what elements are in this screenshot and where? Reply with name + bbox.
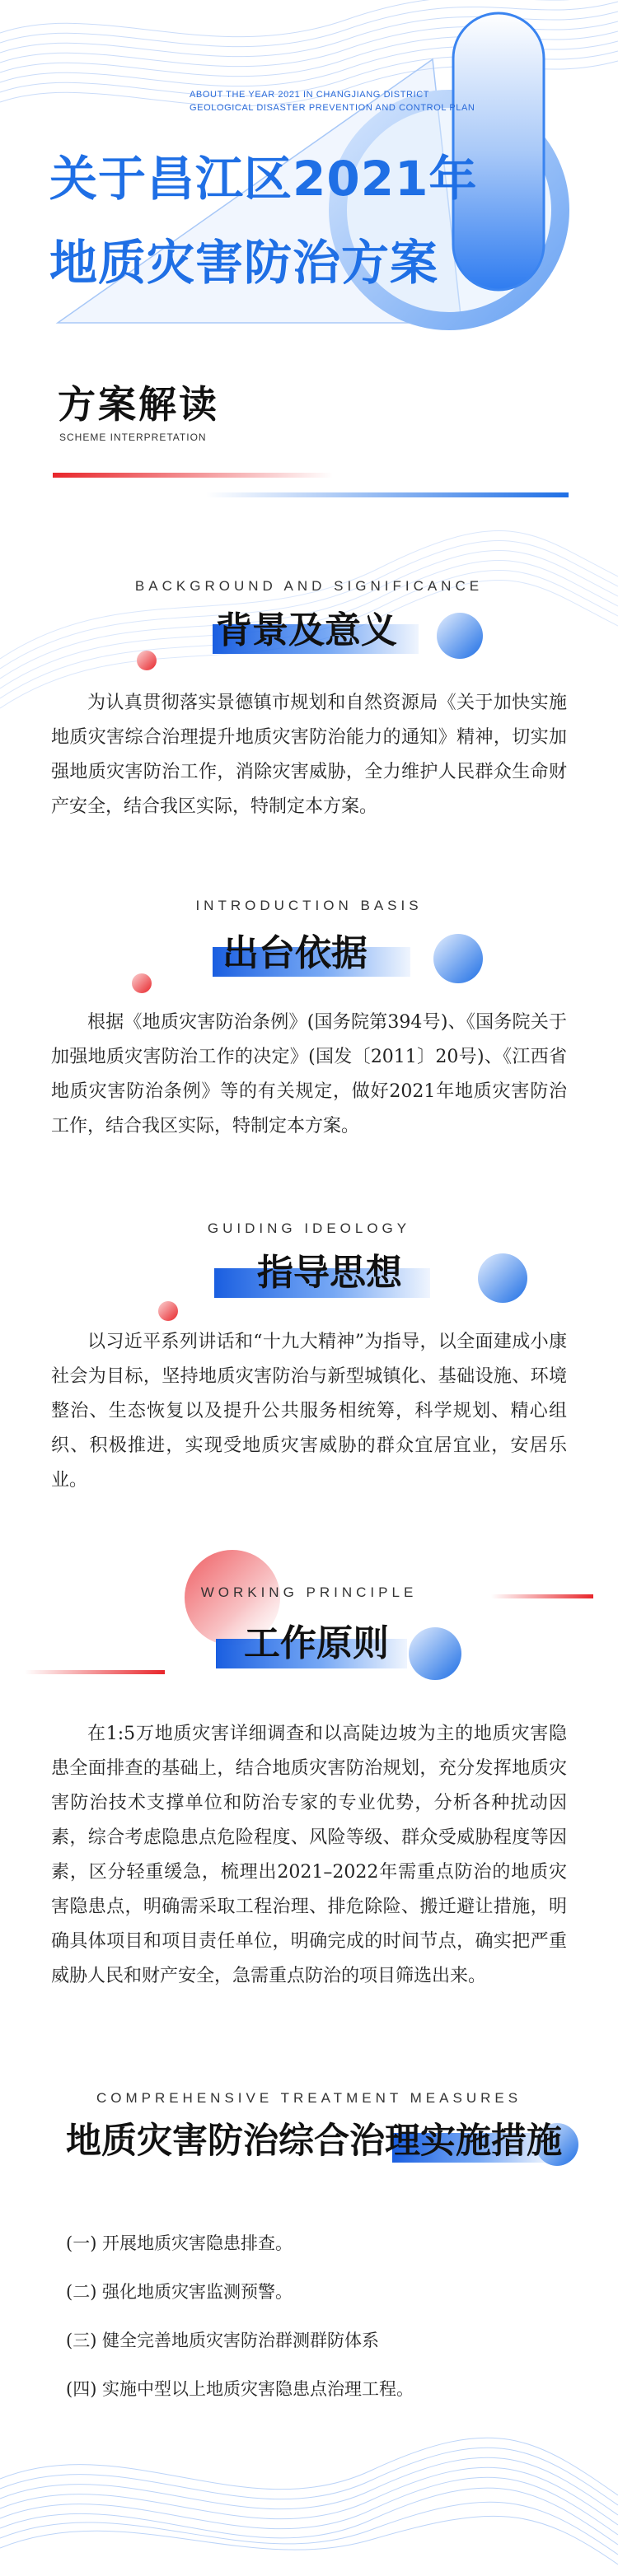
principle-english-label: WORKING PRINCIPLE — [200, 1584, 418, 1600]
measures-english-label: COMPREHENSIVE TREATMENT MEASURES — [96, 2090, 522, 2106]
principle-blue-dot — [409, 1627, 461, 1680]
intro-red-divider — [53, 473, 333, 478]
intro-subtitle: SCHEME INTERPRETATION — [59, 432, 207, 443]
ideology-paragraph: 以习近平系列讲话和“十九大精神”为指导，以全面建成小康社会为目标，坚持地质灾害防治与新型城镇化、基础设施、环境整治、生态恢复以及提升公共服务相统筹，科学规划、精心组织、积极推进，实现受地质灾害威胁的群众宜居宜业，安居乐业。 — [51, 1332, 567, 1491]
measures-heading: 地质灾害防治综合治理实施措施 — [66, 2121, 562, 2162]
principle-paragraph: 在1:5万地质灾害详细调查和以高陡边坡为主的地质灾害隐患全面排查的基础上，结合地质灾害防治规划，充分发挥地质灾害防治技术支撑单位和防治专家的专业优势，分析各种扰动因素，综合考虑隐患点危险程度、风险等级、群众受威胁程度等因素，区分轻重缓急，梳理出2021–2022年需重点防治的地质灾害隐患点，明确需采取工程治理、排危除险、搬迁避让措施，明确具体项目和项目责任单位，明确完成的时间节点，确实把严重威胁人民和财产安全，急需重点防治的项目筛选出来。 — [51, 1724, 567, 1986]
measures-item: (一) 开展地质灾害隐患排查。 — [66, 2233, 293, 2253]
intro-blue-divider — [206, 492, 569, 497]
background-blue-dot — [437, 613, 483, 659]
background-english-label: BACKGROUND AND SIGNIFICANCE — [134, 578, 484, 594]
ideology-blue-dot — [478, 1253, 527, 1303]
background-paragraph: 为认真贯彻落实景德镇市规划和自然资源局《关于加快实施地质灾害综合治理提升地质灾害防治能力的通知》精神，切实加强地质灾害防治工作，消除灾害威胁，全力维护人民群众生命财产安全，结合我区实际，特制定本方案。 — [51, 693, 567, 817]
ideology-red-dot — [158, 1301, 178, 1321]
basis-red-dot — [132, 973, 152, 993]
page-title-line-1: 关于昌江区2021年 — [49, 151, 478, 207]
background-heading: 背景及意义 — [216, 609, 397, 651]
background-red-dot — [137, 651, 157, 670]
basis-blue-dot — [433, 934, 483, 983]
header-english-line-2: GEOLOGICAL DISASTER PREVENTION AND CONTROL PLAN — [190, 103, 475, 113]
basis-heading: 出台依据 — [222, 932, 368, 974]
measures-item: (二) 强化地质灾害监测预警。 — [66, 2282, 293, 2302]
measures-list — [66, 2219, 577, 2414]
basis-paragraph: 根据《地质灾害防治条例》(国务院第394号)、《国务院关于加强地质灾害防治工作的决定》(国发〔2011〕20号)、《江西省地质灾害防治条例》等的有关规定，做好2021年地质灾害防治工作，结合我区实际，特制定本方案。 — [51, 1012, 567, 1136]
page-title-line-2: 地质灾害防治方案 — [49, 235, 439, 291]
intro-title: 方案解读 — [58, 382, 219, 427]
ideology-heading: 指导思想 — [257, 1252, 402, 1294]
basis-english-label: INTRODUCTION BASIS — [195, 898, 423, 913]
measures-item: (四) 实施中型以上地质灾害隐患点治理工程。 — [66, 2379, 414, 2399]
principle-red-line-left — [25, 1670, 165, 1674]
principle-heading: 工作原则 — [244, 1622, 389, 1664]
ideology-english-label: GUIDING IDEOLOGY — [207, 1220, 411, 1236]
header-english-line-1: ABOUT THE YEAR 2021 IN CHANGJIANG DISTRICT — [190, 90, 430, 100]
measures-item: (三) 健全完善地质灾害防治群测群防体系 — [66, 2331, 380, 2350]
footer-wave-lines — [0, 2438, 618, 2564]
